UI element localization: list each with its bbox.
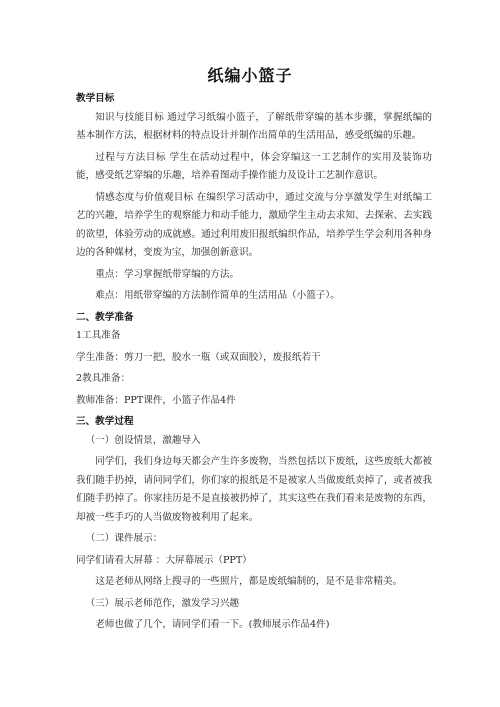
key-point-line: 重点：学习掌握纸带穿编的方法。 [95,268,240,280]
step1-title: （一）创设情景，激趣导入 [85,434,201,446]
teaching-tools-line: 2教具准备： [76,373,131,384]
step2-line2: 这是老师从网络上搜寻的一些照片，都是废纸编制的，是不是非常精美。 [95,576,403,587]
section-heading-objectives: 教学目标 [76,93,115,104]
document-body [76,90,432,638]
difficulty-line: 难点：用纸带穿编的方法制作简单的生活用品（小篮子）。 [95,290,340,301]
paragraph-attitude-goal: 情感态度与价值观目标 在编织学习活动中，通过交流与分享激发学生对纸编工艺的兴趣，培养学生的观察能力和动手能力，激励学生主动去求知、去探索、去实践的欲望，体验劳动的成就感。通过利用废旧报纸编织作品，培养学生学会利用各种身边的各种媒材，变废为宝，加强创新意识。 [76,191,432,258]
step1-paragraph: 同学们，我们身边每天都会产生许多废物，当然包括以下废纸，这些废纸大都被我们随手扔掉，请问同学们，你们家的报纸是不是被家人当做废纸卖掉了，或者被我们随手扔掉了。你家挂历是不是直接被扔掉了，其实这些在我们看来是废物的东西，却被一些手巧的人当做废物被利用了起来。 [76,456,432,523]
student-prep-line: 学生准备：剪刀一把，胶水一瓶（或双面胶），废报纸若干 [76,351,321,363]
paragraph-knowledge-goal: 知识与技能目标 通过学习纸编小篮子，了解纸带穿编的基本步骤，掌握纸编的基本制作方法，根据材料的特点设计并制作出简单的生活用品，感受纸编的乐趣。 [76,111,432,141]
paragraph-process-goal: 过程与方法目标 学生在活动过程中，体会穿编这一工艺制作的实用及装饰功能，感受纸艺穿编的乐趣，培养看图动手操作能力及设计工艺制作意识。 [76,151,432,181]
page-title: 纸编小篮子 [207,66,293,85]
section-heading-preparation: 二、教学准备 [76,311,134,323]
tools-prep-line: 1工具准备 [76,330,121,341]
step2-line1: 同学们请看大屏幕 ：大屏幕展示（PPT） [76,554,252,566]
step3-title: （三）展示老师范作，激发学习兴趣 [85,597,240,609]
section-heading-process: 三、教学过程 [76,416,134,427]
step3-line1: 老师也做了几个，请同学们看一下。(教师展示作品4件) [95,619,330,630]
step2-title: （二）课件展示： [85,533,163,544]
teacher-prep-line: 教师准备：PPT课件，小篮子作品4件 [76,394,236,406]
